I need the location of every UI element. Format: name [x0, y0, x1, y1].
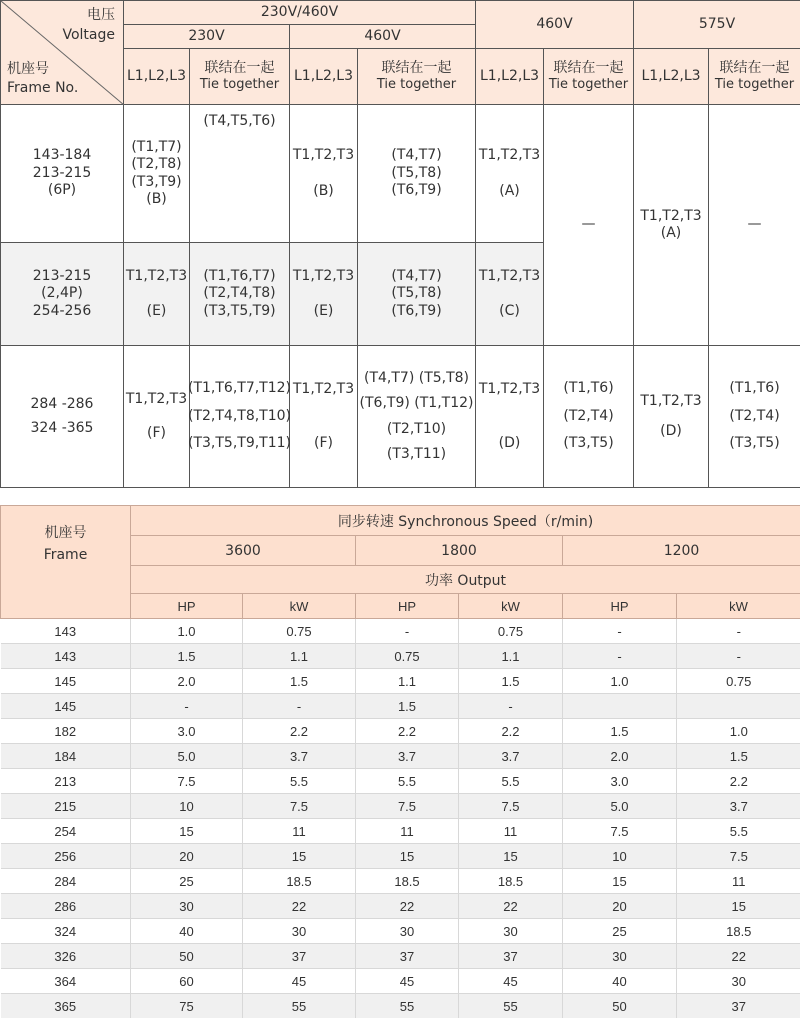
cell-line: (T5,T8)	[391, 285, 441, 303]
frame-cell: 364	[1, 969, 131, 994]
cell-line: (F)	[314, 435, 333, 453]
table-row	[1, 769, 800, 794]
value-cell: 3.0	[131, 719, 243, 744]
frame-cell: 213	[1, 769, 131, 794]
value-cell: 10	[131, 794, 243, 819]
value-cell: 1.1	[356, 669, 459, 694]
frame-cell: 254	[1, 819, 131, 844]
tie-cn: 联结在一起	[205, 60, 275, 78]
cell-line: 324 -365	[31, 420, 94, 438]
frame-cell: 326	[1, 944, 131, 969]
voltage-label-cn: 电压	[62, 5, 115, 25]
table-row	[1, 744, 800, 769]
value-cell: 0.75	[356, 644, 459, 669]
cell-line: 213-215	[33, 268, 92, 286]
value-cell: 18.5	[677, 919, 800, 944]
value-cell: 3.0	[563, 769, 677, 794]
frame-cell	[1, 243, 124, 346]
value-cell: 2.2	[677, 769, 800, 794]
cell-line: (B)	[146, 191, 167, 209]
sub-230-header: 230V	[124, 25, 290, 49]
v575-tie-cell	[709, 346, 800, 488]
value-cell: 7.5	[131, 769, 243, 794]
table-row	[1, 794, 800, 819]
unit-header-kw: kW	[459, 594, 563, 619]
v575-tie-cell: —	[709, 105, 800, 346]
value-cell: 15	[243, 844, 356, 869]
frame-cell: 143	[1, 644, 131, 669]
value-cell: 1.5	[459, 669, 563, 694]
value-cell: 20	[131, 844, 243, 869]
col-tie-header	[544, 49, 634, 105]
col-l-header: L1,L2,L3	[124, 49, 190, 105]
value-cell: 5.5	[677, 819, 800, 844]
cell-line: (T2,T4)	[729, 408, 779, 426]
value-cell: 30	[459, 919, 563, 944]
tie-en: Tie together	[377, 77, 456, 93]
value-cell: 55	[243, 994, 356, 1018]
cell-line: (T6,T9)	[391, 182, 441, 200]
frame-cell: 143	[1, 619, 131, 644]
frame-cell: 284	[1, 869, 131, 894]
value-cell: -	[243, 694, 356, 719]
value-cell: 3.7	[677, 794, 800, 819]
cell-line: (F)	[147, 425, 166, 443]
col-tie-header	[358, 49, 476, 105]
value-cell: 10	[563, 844, 677, 869]
cell-line: T1,T2,T3	[479, 147, 540, 165]
value-cell: 5.5	[356, 769, 459, 794]
cell-line: (T2,T8)	[131, 156, 181, 174]
value-cell: 50	[563, 994, 677, 1018]
cell-line: T1,T2,T3	[126, 268, 187, 286]
col-l-header: L1,L2,L3	[634, 49, 709, 105]
value-cell	[563, 694, 677, 719]
table-row	[1, 919, 800, 944]
c230-tie-cell	[190, 346, 290, 488]
c460-tie-cell	[358, 243, 476, 346]
table-row	[1, 894, 800, 919]
value-cell: 11	[459, 819, 563, 844]
c460-l-cell	[290, 243, 358, 346]
value-cell: 2.2	[459, 719, 563, 744]
value-cell: 2.2	[356, 719, 459, 744]
value-cell: 1.1	[243, 644, 356, 669]
unit-header-hp: HP	[563, 594, 677, 619]
value-cell: 1.1	[459, 644, 563, 669]
value-cell: 1.5	[563, 719, 677, 744]
value-cell: 22	[243, 894, 356, 919]
cell-line: 284 -286	[31, 396, 94, 414]
value-cell: -	[459, 694, 563, 719]
value-cell: 2.0	[563, 744, 677, 769]
value-cell: 7.5	[563, 819, 677, 844]
value-cell: -	[677, 619, 800, 644]
value-cell: 22	[459, 894, 563, 919]
speed-1800-header: 1800	[356, 536, 563, 566]
value-cell: 3.7	[459, 744, 563, 769]
value-cell: 18.5	[356, 869, 459, 894]
unit-header-kw: kW	[677, 594, 800, 619]
cell-line: 213-215	[33, 165, 92, 183]
value-cell: 25	[563, 919, 677, 944]
output-header: 功率 Output	[131, 566, 800, 594]
value-cell: 7.5	[459, 794, 563, 819]
table-row	[1, 819, 800, 844]
cell-line: T1,T2,T3	[479, 268, 540, 286]
table-row	[1, 669, 800, 694]
frame-cell: 215	[1, 794, 131, 819]
frame-label-en: Frame No.	[7, 79, 78, 98]
value-cell: 75	[131, 994, 243, 1018]
value-cell	[677, 694, 800, 719]
value-cell: 1.0	[131, 619, 243, 644]
cell-line: (T6,T9)	[391, 303, 441, 321]
value-cell: 45	[356, 969, 459, 994]
cell-line: (T4,T7)	[391, 268, 441, 286]
table-row	[1, 644, 800, 669]
value-cell: 1.5	[131, 644, 243, 669]
value-cell: 15	[459, 844, 563, 869]
table-row	[1, 994, 800, 1018]
frame-cell: 145	[1, 669, 131, 694]
group-230-460-header: 230V/460V	[124, 1, 476, 25]
cell-line: (T3,T9)	[131, 174, 181, 192]
cell-line: 143-184	[33, 147, 92, 165]
cell-line: (T2,T10)	[387, 421, 446, 439]
value-cell: 30	[677, 969, 800, 994]
value-cell: 40	[563, 969, 677, 994]
cell-line: (T4,T7)	[391, 147, 441, 165]
value-cell: 45	[459, 969, 563, 994]
frame-label-cn: 机座号	[7, 60, 78, 79]
c230-l-cell	[124, 105, 190, 243]
value-cell: 2.2	[243, 719, 356, 744]
value-cell: -	[677, 644, 800, 669]
value-cell: 15	[563, 869, 677, 894]
unit-header-kw: kW	[243, 594, 356, 619]
frame-cell: 256	[1, 844, 131, 869]
value-cell: 55	[356, 994, 459, 1018]
c230-tie-cell	[190, 243, 290, 346]
value-cell: 18.5	[243, 869, 356, 894]
value-cell: 1.0	[677, 719, 800, 744]
cell-line: (T1,T6)	[563, 380, 613, 398]
value-cell: 11	[356, 819, 459, 844]
tie-en: Tie together	[715, 77, 794, 93]
table-row	[1, 719, 800, 744]
unit-header-hp: HP	[131, 594, 243, 619]
value-cell: 18.5	[459, 869, 563, 894]
c460-l-cell	[290, 346, 358, 488]
v575-l-cell	[634, 346, 709, 488]
cell-line: T1,T2,T3	[640, 393, 701, 411]
cell-line: (T4,T5,T6)	[203, 113, 275, 131]
value-cell: 11	[243, 819, 356, 844]
cell-line: (6P)	[48, 182, 76, 200]
table-row	[1, 844, 800, 869]
value-cell: 3.7	[356, 744, 459, 769]
voltage-label-en: Voltage	[62, 25, 115, 45]
table-row	[1, 869, 800, 894]
frame-cell	[1, 346, 124, 488]
cell-line: (T1,T6,T7,T12)	[188, 380, 291, 398]
value-cell: 1.5	[356, 694, 459, 719]
v460-l-cell	[476, 105, 544, 243]
tie-cn: 联结在一起	[554, 60, 624, 78]
value-cell: 22	[677, 944, 800, 969]
value-cell: 50	[131, 944, 243, 969]
c230-l-cell	[124, 243, 190, 346]
cell-line: (B)	[313, 183, 334, 201]
cell-line: T1,T2,T3	[640, 208, 701, 226]
v460-tie-cell: —	[544, 105, 634, 346]
tie-en: Tie together	[549, 77, 628, 93]
value-cell: 30	[563, 944, 677, 969]
value-cell: 11	[677, 869, 800, 894]
value-cell: 15	[356, 844, 459, 869]
speed-3600-header: 3600	[131, 536, 356, 566]
wiring-table	[0, 0, 800, 488]
cell-line: (T3,T5,T9)	[203, 303, 275, 321]
table-row	[1, 694, 800, 719]
value-cell: 37	[243, 944, 356, 969]
value-cell: 3.7	[243, 744, 356, 769]
cell-line: T1,T2,T3	[293, 268, 354, 286]
cell-line: (E)	[314, 303, 334, 321]
value-cell: 30	[356, 919, 459, 944]
cell-line: (E)	[147, 303, 167, 321]
tie-cn: 联结在一起	[720, 60, 790, 78]
cell-line: (A)	[499, 183, 520, 201]
power-table	[0, 505, 800, 1018]
cell-line: (T4,T7) (T5,T8)	[364, 370, 469, 388]
value-cell: 30	[131, 894, 243, 919]
cell-line: (C)	[499, 303, 520, 321]
col-l-header: L1,L2,L3	[476, 49, 544, 105]
value-cell: 0.75	[459, 619, 563, 644]
value-cell: 22	[356, 894, 459, 919]
value-cell: 37	[356, 944, 459, 969]
value-cell: 7.5	[356, 794, 459, 819]
cell-line: (T3,T11)	[387, 446, 446, 464]
frame-header-en: Frame	[44, 544, 88, 566]
v575-l-cell	[634, 105, 709, 346]
col-tie-header	[190, 49, 290, 105]
cell-line: (A)	[661, 225, 682, 243]
value-cell: 1.0	[563, 669, 677, 694]
group-460-header: 460V	[476, 1, 634, 49]
value-cell: 25	[131, 869, 243, 894]
corner-header	[1, 1, 124, 105]
unit-header-hp: HP	[356, 594, 459, 619]
value-cell: 45	[243, 969, 356, 994]
v460-tie-cell	[544, 346, 634, 488]
value-cell: 5.0	[131, 744, 243, 769]
value-cell: 5.5	[459, 769, 563, 794]
cell-line: T1,T2,T3	[293, 381, 354, 399]
frame-cell: 324	[1, 919, 131, 944]
cell-line: (T2,T4)	[563, 408, 613, 426]
value-cell: 40	[131, 919, 243, 944]
speed-1200-header: 1200	[563, 536, 800, 566]
value-cell: 60	[131, 969, 243, 994]
cell-line: (D)	[499, 435, 521, 453]
cell-line: T1,T2,T3	[293, 147, 354, 165]
value-cell: -	[563, 644, 677, 669]
c230-l-cell	[124, 346, 190, 488]
table-row	[1, 619, 800, 644]
value-cell: 15	[677, 894, 800, 919]
c460-tie-cell	[358, 105, 476, 243]
c230-tie-cell	[190, 105, 290, 243]
cell-line: (T5,T8)	[391, 165, 441, 183]
cell-line: (T2,T4,T8)	[203, 285, 275, 303]
sync-speed-header: 同步转速 Synchronous Speed（r/min)	[131, 506, 800, 536]
frame-cell	[1, 105, 124, 243]
value-cell: -	[131, 694, 243, 719]
cell-line: (2,4P)	[41, 285, 83, 303]
col-tie-header	[709, 49, 800, 105]
cell-line: (T3,T5)	[563, 435, 613, 453]
value-cell: 2.0	[131, 669, 243, 694]
c460-l-cell	[290, 105, 358, 243]
value-cell: 7.5	[243, 794, 356, 819]
value-cell: 55	[459, 994, 563, 1018]
cell-line: T1,T2,T3	[126, 391, 187, 409]
tie-en: Tie together	[200, 77, 279, 93]
value-cell: 20	[563, 894, 677, 919]
cell-line: (T6,T9) (T1,T12)	[360, 395, 474, 413]
value-cell: 5.5	[243, 769, 356, 794]
value-cell: 0.75	[677, 669, 800, 694]
value-cell: 1.5	[243, 669, 356, 694]
cell-line: (T2,T4,T8,T10)	[188, 408, 291, 426]
value-cell: -	[356, 619, 459, 644]
value-cell: 37	[459, 944, 563, 969]
frame-cell: 184	[1, 744, 131, 769]
value-cell: 0.75	[243, 619, 356, 644]
sub-460-header: 460V	[290, 25, 476, 49]
cell-line: (T1,T7)	[131, 139, 181, 157]
v460-l-cell	[476, 243, 544, 346]
col-l-header: L1,L2,L3	[290, 49, 358, 105]
tie-cn: 联结在一起	[382, 60, 452, 78]
frame-header-cn: 机座号	[45, 522, 87, 544]
cell-line: (T3,T5)	[729, 435, 779, 453]
cell-line: (T3,T5,T9,T11)	[188, 435, 291, 453]
value-cell: 1.5	[677, 744, 800, 769]
frame-cell: 145	[1, 694, 131, 719]
cell-line: (T1,T6,T7)	[203, 268, 275, 286]
frame-cell: 286	[1, 894, 131, 919]
cell-line: (T1,T6)	[729, 380, 779, 398]
table-row	[1, 944, 800, 969]
value-cell: 15	[131, 819, 243, 844]
value-cell: 37	[677, 994, 800, 1018]
table-row	[1, 969, 800, 994]
value-cell: 7.5	[677, 844, 800, 869]
frame-header	[1, 506, 131, 619]
frame-cell: 365	[1, 994, 131, 1018]
value-cell: 5.0	[563, 794, 677, 819]
frame-cell: 182	[1, 719, 131, 744]
cell-line: 254-256	[33, 303, 92, 321]
group-575-header: 575V	[634, 1, 800, 49]
c460-tie-cell	[358, 346, 476, 488]
cell-line: (D)	[660, 423, 682, 441]
cell-line: T1,T2,T3	[479, 381, 540, 399]
value-cell: 30	[243, 919, 356, 944]
value-cell: -	[563, 619, 677, 644]
v460-l-cell	[476, 346, 544, 488]
